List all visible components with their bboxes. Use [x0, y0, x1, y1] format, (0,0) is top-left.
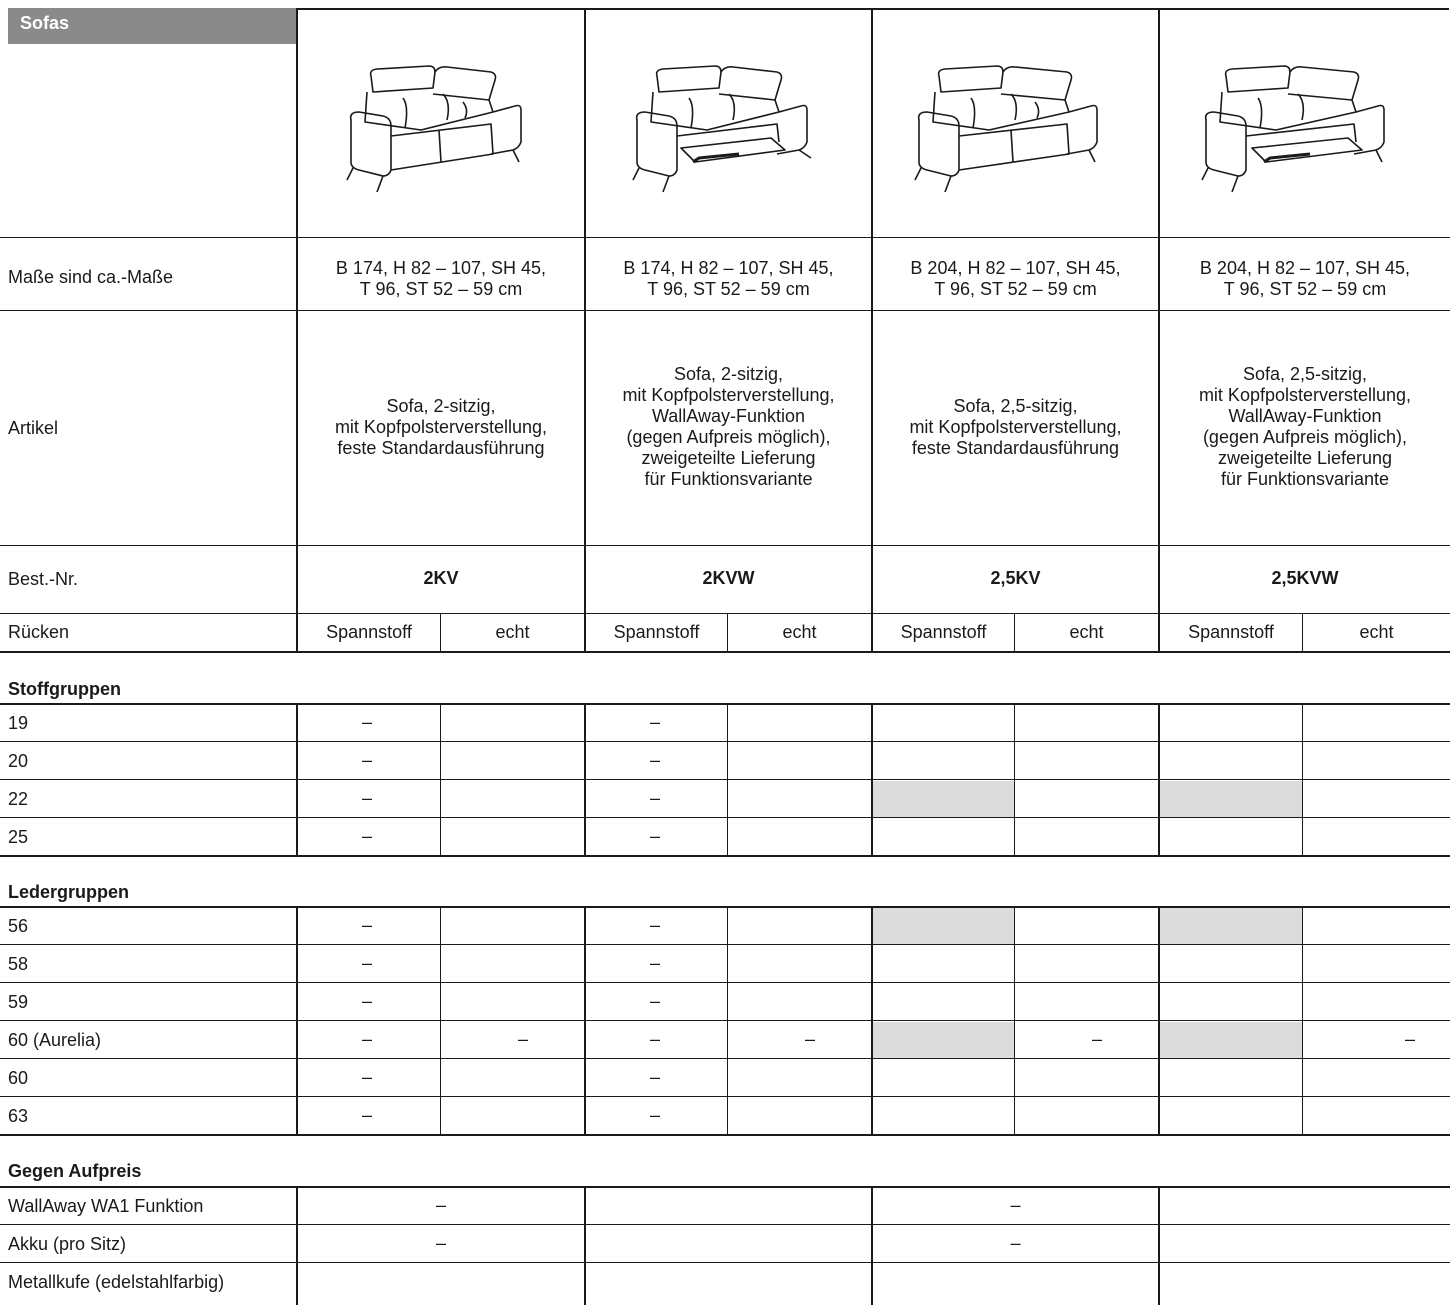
- shaded-cell: [1159, 908, 1303, 945]
- group-col-divider: [1014, 906, 1015, 1135]
- group-col-divider: [1302, 703, 1303, 856]
- group-row-rule: [0, 982, 1450, 983]
- section-tag: Sofas: [8, 8, 297, 44]
- dash-mark: –: [361, 788, 372, 808]
- group-row-rule: [0, 1058, 1450, 1059]
- dash-mark: –: [435, 1195, 446, 1215]
- label-back: Rücken: [8, 622, 70, 642]
- dash-mark: –: [1010, 1195, 1021, 1215]
- dash-mark: –: [361, 1029, 372, 1049]
- back-echt: echt: [1359, 622, 1394, 642]
- dash-mark: –: [1010, 1233, 1021, 1253]
- shaded-cell: [1159, 781, 1303, 818]
- group-col-divider: [440, 703, 441, 856]
- group-row-label: 19: [8, 713, 29, 733]
- group-col-divider: [584, 1186, 586, 1305]
- group-col-divider: [1302, 906, 1303, 1135]
- group-col-divider: [440, 906, 441, 1135]
- divider-col-2: [584, 8, 586, 652]
- product-order-no: 2,5KVW: [1271, 568, 1339, 588]
- back-spannstoff: Spannstoff: [613, 622, 700, 642]
- shaded-cell: [872, 908, 1015, 945]
- rule-order-bottom: [0, 613, 1450, 614]
- back-spannstoff: Spannstoff: [900, 622, 987, 642]
- group-row-label: 63: [8, 1106, 29, 1126]
- group-row-label: 58: [8, 954, 29, 974]
- shaded-cell: [1159, 1022, 1303, 1059]
- product-dims: B 174, H 82 – 107, SH 45, T 96, ST 52 – 59 cm: [623, 258, 834, 299]
- sofa-image-1: [343, 58, 533, 198]
- dash-mark: –: [649, 1105, 660, 1125]
- group-col-divider: [727, 703, 728, 856]
- back-spannstoff: Spannstoff: [1188, 622, 1274, 642]
- product-order-no: 2KVW: [702, 568, 755, 588]
- dash-mark: –: [649, 712, 660, 732]
- group-row-rule: [0, 741, 1450, 742]
- group-row-label: 25: [8, 827, 29, 847]
- dash-mark: –: [649, 915, 660, 935]
- group-col-divider: [584, 703, 586, 856]
- group-row-rule: [0, 1020, 1450, 1021]
- group-row-label: 56: [8, 916, 29, 936]
- back-spannstoff: Spannstoff: [326, 622, 412, 642]
- shaded-cell: [872, 1022, 1015, 1059]
- dash-mark: –: [361, 1067, 372, 1087]
- group-row-label: 60 (Aurelia): [8, 1030, 102, 1050]
- group-col-divider: [871, 1186, 873, 1305]
- group-row-label: WallAway WA1 Funktion: [8, 1196, 204, 1216]
- shaded-cell: [872, 781, 1015, 818]
- dash-mark: –: [649, 788, 660, 808]
- dash-mark: –: [649, 826, 660, 846]
- back-echt: echt: [1069, 622, 1104, 642]
- label-order-no: Best.-Nr.: [8, 569, 79, 589]
- group-row-label: 20: [8, 751, 29, 771]
- sofa-recliner-image-2: [629, 58, 829, 198]
- dash-mark: –: [361, 1105, 372, 1125]
- sofa-image-3: [911, 58, 1111, 198]
- group-bottom-border: [0, 1134, 1450, 1136]
- group-col-divider: [296, 906, 298, 1135]
- dash-mark: –: [361, 826, 372, 846]
- group-col-divider: [296, 1186, 298, 1305]
- group-row-label: 22: [8, 789, 29, 809]
- dash-mark: –: [649, 1067, 660, 1087]
- group-col-divider: [296, 703, 298, 856]
- back-echt: echt: [495, 622, 530, 642]
- group-row-rule: [0, 817, 1450, 818]
- dash-mark: –: [361, 991, 372, 1011]
- product-dims: B 204, H 82 – 107, SH 45, T 96, ST 52 – 59 cm: [910, 258, 1121, 299]
- label-article: Artikel: [8, 418, 59, 438]
- group-row-rule: [0, 1096, 1450, 1097]
- product-dims: B 204, H 82 – 107, SH 45, T 96, ST 52 – 59 cm: [1199, 258, 1411, 299]
- group-col-divider: [871, 906, 873, 1135]
- section-fabric-title: Stoffgruppen: [8, 679, 121, 699]
- rule-back-bottom: [0, 651, 1450, 653]
- back-echt: echt: [782, 622, 817, 642]
- dash-mark: –: [361, 915, 372, 935]
- dash-mark: –: [361, 953, 372, 973]
- product-order-no: 2KV: [423, 568, 459, 588]
- sofa-recliner-image-4: [1198, 58, 1398, 198]
- divider-col-4: [1158, 8, 1160, 652]
- dash-mark: –: [649, 991, 660, 1011]
- group-col-divider: [1014, 703, 1015, 856]
- header-top-border: [297, 8, 1449, 10]
- divider-col-3: [871, 8, 873, 652]
- group-row-label: 60: [8, 1068, 29, 1088]
- divider-col-1: [296, 8, 298, 652]
- group-col-divider: [1158, 906, 1160, 1135]
- dash-mark: –: [361, 750, 372, 770]
- group-col-divider: [727, 906, 728, 1135]
- rule-image-bottom: [0, 237, 1450, 238]
- rule-dims-bottom: [0, 310, 1450, 311]
- group-row-label: Akku (pro Sitz): [8, 1234, 127, 1254]
- group-row-label: 59: [8, 992, 29, 1012]
- group-col-divider: [584, 906, 586, 1135]
- group-top-border: [0, 1186, 1450, 1188]
- label-dimensions: Maße sind ca.-Maße: [8, 267, 174, 287]
- dash-mark: –: [649, 750, 660, 770]
- group-bottom-border: [0, 855, 1450, 857]
- group-row-rule: [0, 1224, 1450, 1225]
- dash-mark: –: [435, 1233, 446, 1253]
- product-article: Sofa, 2,5-sitzig, mit Kopfpolsterverstellung, WallAway-Funktion (gegen Aufpreis möglich), zweigeteilte Lieferung für Funktionsvariante: [1198, 364, 1412, 489]
- product-article: Sofa, 2-sitzig, mit Kopfpolsterverstellung, WallAway-Funktion (gegen Aufpreis möglich), zweigeteilte Lieferung für Funktionsvariante: [622, 364, 835, 489]
- dash-mark: –: [1091, 1029, 1102, 1049]
- section-extras-title: Gegen Aufpreis: [8, 1161, 142, 1181]
- group-row-label: Metallkufe (edelstahlfarbig): [8, 1272, 225, 1292]
- dash-mark: –: [649, 953, 660, 973]
- product-dims: B 174, H 82 – 107, SH 45, T 96, ST 52 – 59 cm: [335, 258, 547, 299]
- dash-mark: –: [1404, 1029, 1415, 1049]
- group-row-rule: [0, 1262, 1450, 1263]
- group-col-divider: [1158, 703, 1160, 856]
- dash-mark: –: [361, 712, 372, 732]
- rule-article-bottom: [0, 545, 1450, 546]
- section-leather-title: Ledergruppen: [8, 882, 130, 902]
- product-order-no: 2,5KV: [990, 568, 1041, 588]
- group-row-rule: [0, 944, 1450, 945]
- group-top-border: [0, 703, 1450, 705]
- group-col-divider: [871, 703, 873, 856]
- dash-mark: –: [649, 1029, 660, 1049]
- dash-mark: –: [517, 1029, 528, 1049]
- product-article: Sofa, 2,5-sitzig, mit Kopfpolsterverstellung, feste Standardausführung: [909, 396, 1122, 458]
- dash-mark: –: [804, 1029, 815, 1049]
- group-col-divider: [1158, 1186, 1160, 1305]
- group-row-rule: [0, 779, 1450, 780]
- product-article: Sofa, 2-sitzig, mit Kopfpolsterverstellung, feste Standardausführung: [334, 396, 548, 458]
